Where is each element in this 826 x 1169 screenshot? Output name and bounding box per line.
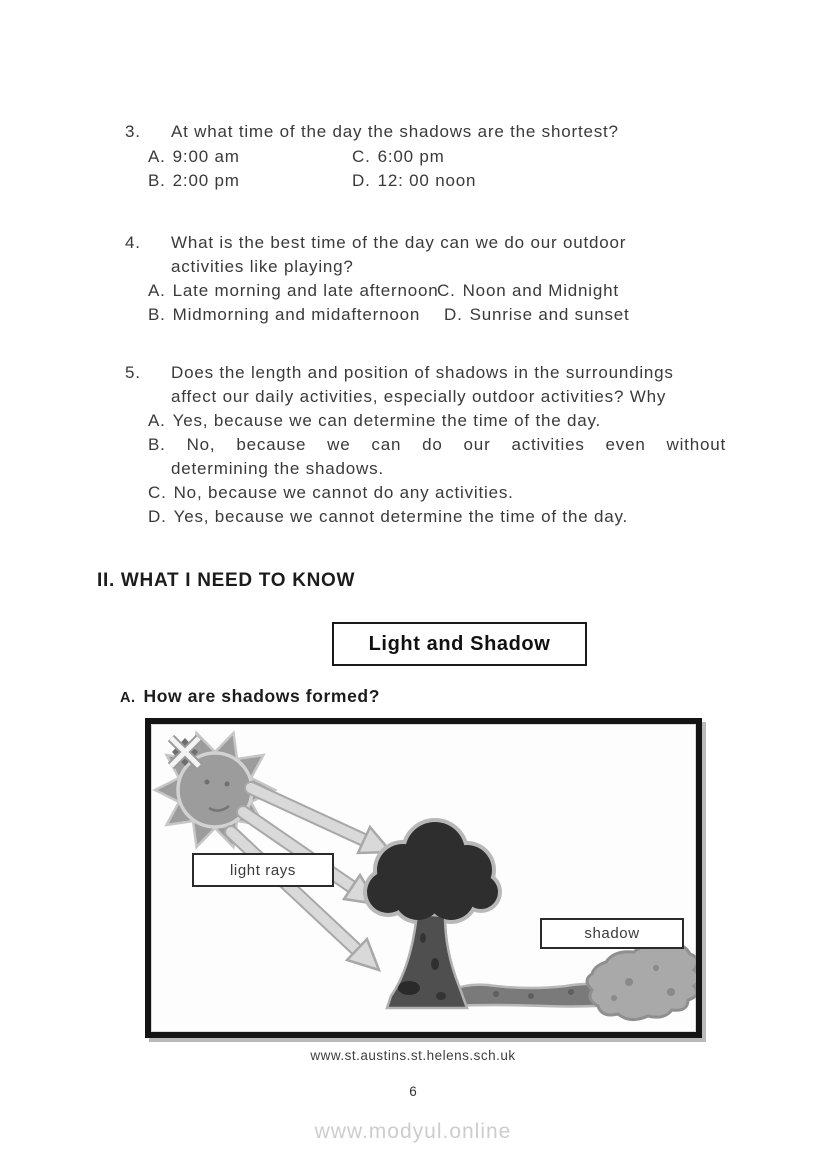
question-4-text-line1: What is the best time of the day can we do our outdoor <box>171 233 627 252</box>
option-label: C. <box>437 281 456 300</box>
tree-canopy <box>367 822 498 920</box>
question-4-option-b <box>148 303 420 326</box>
option-label: B. <box>148 435 166 454</box>
question-3-number: 3. <box>125 122 141 141</box>
light-rays-label-text: light rays <box>229 861 297 879</box>
watermark: www.modyul.online <box>314 1120 512 1143</box>
question-3-option-b <box>148 169 240 192</box>
option-label: A. <box>148 147 166 166</box>
subheading <box>120 686 380 707</box>
shadow-label <box>540 918 684 949</box>
question-4-number: 4. <box>125 233 141 252</box>
shadow-label-text: shadow <box>584 925 640 942</box>
option-text: Yes, because we cannot determine the time of the day. <box>173 507 629 526</box>
question-5-option-b-line2: determining the shadows. <box>171 459 384 478</box>
option-text: No, because we can do our activities even without <box>186 435 726 454</box>
option-text: Noon and Midnight <box>462 281 619 300</box>
option-label: A. <box>148 281 166 300</box>
option-label: D. <box>148 507 167 526</box>
question-5-option-d <box>148 505 628 528</box>
question-3-text: At what time of the day the shadows are the shortest? <box>171 122 619 141</box>
option-text: 12: 00 noon <box>377 171 477 190</box>
light-ray-arrow-1 <box>251 788 391 853</box>
question-5-option-b <box>148 433 726 456</box>
question-4-option-a <box>148 279 438 302</box>
option-text: No, because we cannot do any activities. <box>173 483 514 502</box>
question-4-option-c <box>437 279 619 302</box>
shadow-blob <box>451 944 696 1020</box>
option-label: D. <box>352 171 371 190</box>
light-rays-label <box>192 853 334 887</box>
subheading-label: A. <box>120 690 136 706</box>
topic-title: Light and Shadow <box>368 632 551 655</box>
figure-caption: www.st.austins.st.helens.sch.uk <box>310 1048 516 1063</box>
question-5-text-line1: Does the length and position of shadows in the surroundings <box>171 363 674 382</box>
question-3-option-d <box>352 169 476 192</box>
topic-title-box <box>332 622 587 666</box>
option-text: Late morning and late afternoon <box>172 281 439 300</box>
option-text: 9:00 am <box>172 147 240 166</box>
question-4-text-line2: activities like playing? <box>171 257 354 276</box>
option-text: Midmorning and midafternoon <box>172 305 421 324</box>
question-5-number: 5. <box>125 363 141 382</box>
option-label: A. <box>148 411 166 430</box>
question-3-option-a <box>148 145 240 168</box>
question-3-option-c <box>352 145 445 168</box>
option-text: 6:00 pm <box>377 147 445 166</box>
section-heading: II. WHAT I NEED TO KNOW <box>97 570 356 591</box>
option-label: D. <box>444 305 463 324</box>
option-label: C. <box>352 147 371 166</box>
subheading-text: How are shadows formed? <box>143 686 380 706</box>
question-4-option-d <box>444 303 630 326</box>
option-label: B. <box>148 305 166 324</box>
option-text: 2:00 pm <box>172 171 240 190</box>
sparkle-icon <box>171 738 199 766</box>
option-label: B. <box>148 171 166 190</box>
light-shadow-figure <box>145 718 702 1038</box>
question-5-option-c <box>148 481 514 504</box>
option-text: Yes, because we can determine the time of the day. <box>172 411 602 430</box>
option-label: C. <box>148 483 167 502</box>
page-number: 6 <box>409 1084 417 1099</box>
question-5-text-line2: affect our daily activities, especially outdoor activities? Why <box>171 387 667 406</box>
question-5-option-a <box>148 409 601 432</box>
option-text: Sunrise and sunset <box>469 305 630 324</box>
